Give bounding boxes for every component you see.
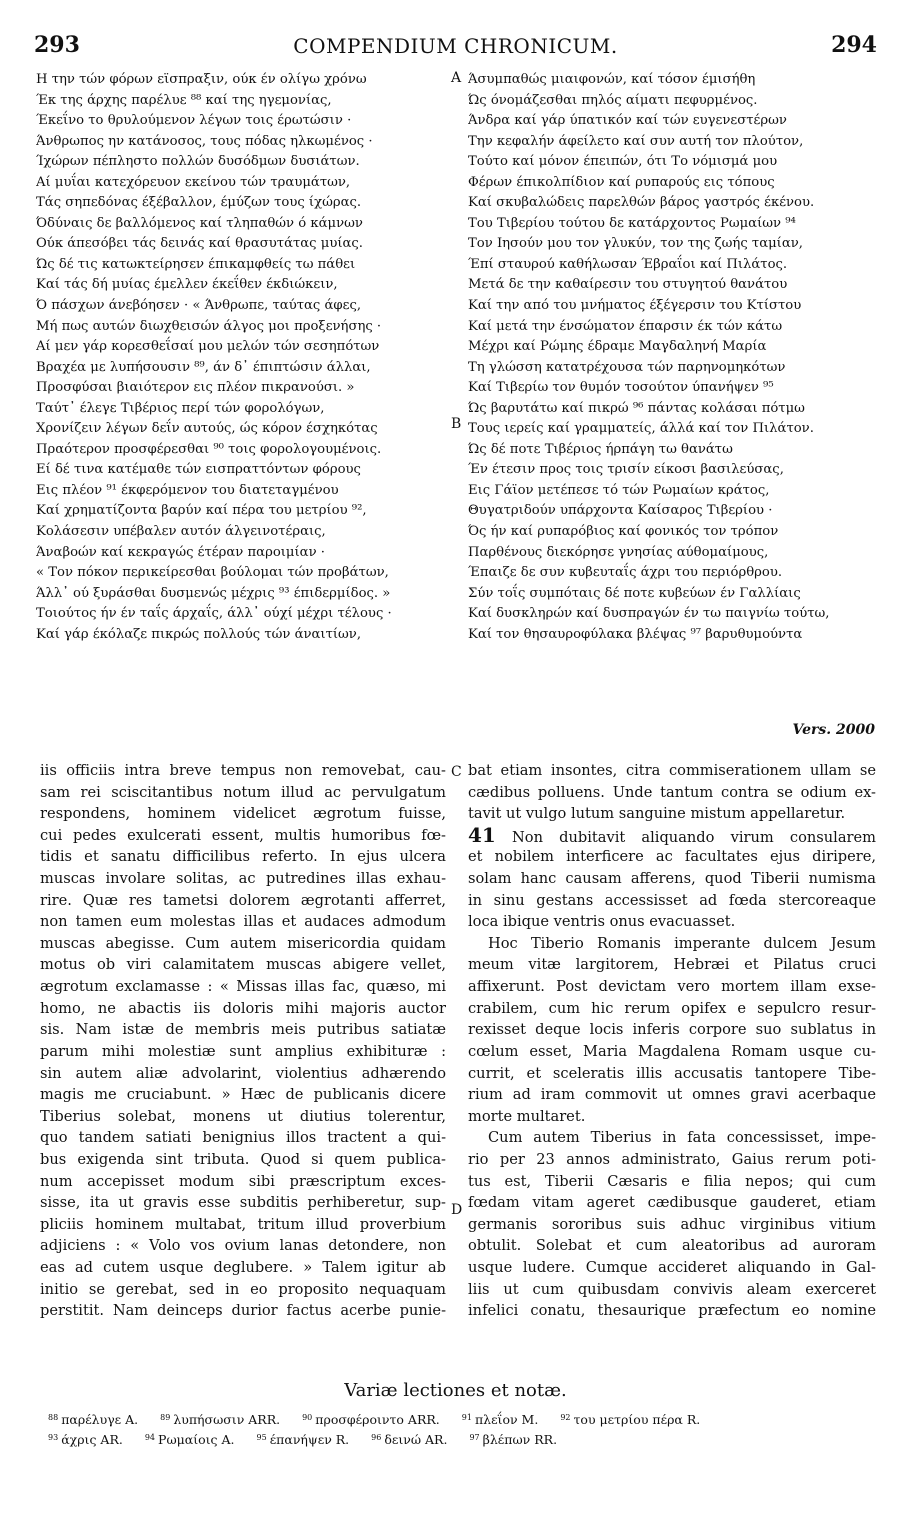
latin-prose-line: sis. Nam istæ de membris meis putribus satiatæ — [40, 1021, 446, 1039]
greek-verse-line: Μέχρι καί Ρώμης έδραμε Μαγδαληνή Μαρία — [468, 339, 767, 355]
greek-verse-right-column — [468, 70, 878, 645]
greek-verse-line: Τούτο καί μόνον έπειπών, ότι Το νόμισμά μου — [468, 154, 778, 170]
note-entry — [48, 1412, 138, 1427]
margin-marker-a: A — [451, 70, 462, 86]
latin-prose-line: bus exigenda sint tributa. Quod si quem publica- — [40, 1150, 446, 1168]
greek-verse-line: Ίχώρων πέπληστο πολλών δυσόδμων δυσιάτων. — [36, 154, 360, 170]
page-number-right: 294 — [831, 32, 877, 58]
margin-marker-b: B — [451, 416, 462, 432]
latin-prose-line: fœdam vitam ageret cædibusque gauderet, etiam — [468, 1194, 876, 1212]
note-text: άχρις AR. — [61, 1432, 123, 1447]
latin-prose-line: infelici conatu, thesaurique præfectum eo nomine — [468, 1302, 876, 1320]
greek-verse-line: Ώς όνομάζεσθαι πηλός αίματι πεφυρμένος. — [468, 92, 758, 108]
section-number: 41 — [468, 822, 496, 847]
greek-verse-line: Την κεφαλήν άφείλετο καί συν αυτή τον πλούτον, — [468, 133, 804, 149]
latin-prose-line: muscas abegisse. Cum autem misericordia quidam — [40, 934, 446, 952]
latin-prose-line: morte multaret. — [468, 1107, 586, 1125]
latin-prose-line: num accepisset modum sibi præscriptum exces- — [40, 1172, 446, 1190]
latin-prose-line: in sinu gestans accessisset ad fœda stercoreaque — [468, 891, 876, 909]
latin-prose-line: motus ob viri calamitatem muscas abigere vellet, — [40, 956, 446, 974]
note-text: βλέπων RR. — [482, 1432, 558, 1447]
latin-prose-line: rio per 23 annos administrato, Gaius rerum poti- — [468, 1150, 876, 1168]
latin-prose-line: loca ibique ventris onus evacuasset. — [468, 913, 736, 931]
note-number: 96 — [371, 1433, 382, 1442]
verse-count-label: Vers. 2000 — [792, 722, 875, 738]
note-text: προσφέροιντο ARR. — [315, 1412, 440, 1427]
greek-verse-line: Κολάσεσιν υπέβαλεν αυτόν άλγεινοτέραις, — [36, 524, 326, 540]
greek-verse-left-column — [36, 70, 448, 645]
latin-prose-line: rire. Quæ res tametsi dolorem ægrotanti afferret, — [40, 891, 446, 909]
text-line-content: Non dubitavit aliquando virum consularem — [495, 828, 876, 846]
latin-prose-line: Cum autem Tiberius in fata concessisset, impe- — [488, 1129, 876, 1147]
greek-verse-line: Καί την από του μνήματος έξέγερσιν του Κτίστου — [468, 298, 802, 314]
greek-verse-line: Άναβοών καί κεκραγώς έτέραν παροιμίαν · — [36, 544, 325, 560]
latin-prose-left-column — [40, 760, 446, 1322]
greek-verse-line: Εις Γάϊον μετέπεσε τό τών Ρωμαίων κράτος, — [468, 482, 770, 498]
greek-verse-line: Τάς σηπεδόνας έξέβαλλον, έμύζων τους ίχώρας. — [36, 195, 362, 211]
latin-prose-line: tavit ut vulgo lutum sanguine mistum appellaretur. — [468, 805, 846, 823]
latin-prose-right-column — [468, 760, 876, 1322]
latin-prose-line: obtulit. Solebat et cum aleatoribus ad auroram — [468, 1237, 876, 1255]
greek-verse-line: Του Τιβερίου τούτου δε κατάρχοντος Ρωμαίων ⁹⁴ — [468, 215, 796, 231]
notes-row-2 — [48, 1428, 875, 1450]
latin-prose-line: parum mihi molestiæ sunt amplius exhibituræ : — [40, 1042, 446, 1060]
greek-verse-line: Καί τάς δή μυίας έμελλεν έκεΐθεν έκδιώκειν, — [36, 277, 338, 293]
greek-verse-line: Τοιούτος ήν έν ταΐς άρχαΐς, άλλ᾽ ούχί μέχρι τέλους · — [36, 606, 392, 622]
margin-marker-c: C — [451, 764, 462, 780]
latin-prose-line: sin autem aliæ advolarint, violentius adhærendo — [40, 1064, 446, 1082]
note-number: 91 — [461, 1413, 472, 1422]
note-text: παρέλυγε A. — [61, 1412, 139, 1427]
greek-verse-line: Άσυμπαθώς μιαιφονών, καί τόσον έμισήθη — [468, 72, 756, 87]
latin-prose-line: currit, et sceleratis illis accusatis tantopere Tibe- — [468, 1064, 876, 1082]
note-number: 88 — [48, 1413, 59, 1422]
note-text: λυπήσωσιν ARR. — [173, 1412, 281, 1427]
latin-prose-line: meum vitæ largitorem, Hebræi et Pilatus cruci — [468, 956, 876, 974]
greek-verse-line: Όδύναις δε βαλλόμενος καί τληπαθών ό κάμνων — [36, 215, 363, 231]
greek-verse-line: Ταύτ᾽ έλεγε Τιβέριος περί τών φορολόγων, — [36, 400, 325, 416]
note-number: 95 — [256, 1433, 267, 1442]
note-entry — [48, 1432, 123, 1447]
notes-heading: Variæ lectiones et notæ. — [344, 1380, 567, 1401]
latin-prose-line: tidis et sanatu difficilibus referto. In ejus ulcera — [40, 848, 446, 866]
greek-verse-line: Μή πως αυτών διωχθεισών άλγος μοι προξενήσης · — [36, 318, 382, 334]
greek-verse-line: Τους ιερείς καί γραμματείς, άλλά καί τον Πιλάτον. — [468, 421, 814, 437]
latin-prose-line: pliciis hominem multabat, tritum illud proverbium — [40, 1215, 446, 1233]
greek-verse-line: Ό πάσχων άνεβόησεν · « Άνθρωπε, ταύτας άφες, — [36, 298, 362, 314]
greek-verse-line: Έπί σταυρού καθήλωσαν Έβραΐοι καί Πιλάτος. — [468, 256, 788, 272]
note-text: Ρωμαίοις A. — [158, 1432, 235, 1447]
greek-verse-line: Αί μυΐαι κατεχόρευον εκείνου τών τραυμάτων, — [36, 174, 351, 190]
latin-prose-line: solam hanc causam afferens, quod Tiberii numisma — [468, 870, 876, 888]
greek-verse-line: Βραχέα με λυπήσουσιν ⁸⁹, άν δ᾽ έπιπτώσιν άλλαι, — [36, 359, 371, 375]
greek-verse-line: Εί δέ τινα κατέμαθε τών εισπραττόντων φόρους — [36, 462, 361, 478]
page-number-left: 293 — [34, 32, 80, 58]
latin-prose-line: eas ad cutem usque deglubere. » Talem igitur ab — [40, 1259, 446, 1277]
greek-verse-line: Ός ήν καί ρυπαρόβιος καί φονικός τον τρόπον — [468, 524, 779, 540]
greek-verse-line: Έκεΐνο το θρυλούμενον λέγων τοις έρωτώσιν · — [36, 113, 352, 129]
note-number: 89 — [160, 1413, 171, 1422]
latin-prose-line: adjiciens : « Volo vos ovium lanas detondere, non — [40, 1237, 446, 1255]
greek-verse-line: Προσφύσαι βιαιότερον εις πλέον πικρανούσι. » — [36, 380, 355, 396]
greek-verse-line: Καί χρηματίζοντα βαρύν καί πέρα του μετρίου ⁹², — [36, 503, 367, 519]
note-number: 92 — [560, 1413, 571, 1422]
greek-verse-line: Παρθένους διεκόρησε γνησίας αύθομαίμους, — [468, 544, 769, 560]
latin-prose-line: sisse, ita ut gravis esse subditis perhiberetur, sup- — [40, 1194, 446, 1212]
note-entry — [257, 1432, 350, 1447]
greek-verse-line: Καί μετά την ένσώματον έπαρσιν έκ τών κάτω — [468, 318, 783, 334]
latin-prose-line: iis officiis intra breve tempus non removebat, cau- — [40, 762, 446, 779]
running-title: COMPENDIUM CHRONICUM. — [293, 34, 618, 58]
latin-prose-line: usque ludere. Cumque accideret aliquando in Gal- — [468, 1259, 876, 1277]
greek-verse-line: Τη γλώσση κατατρέχουσα τών παρηνομηκότων — [468, 359, 786, 375]
greek-verse-line: Ώς βαρυτάτω καί πικρώ ⁹⁶ πάντας κολάσαι πότμω — [468, 400, 805, 416]
greek-verse-line: Τον Ιησούν μου τον γλυκύν, τον της ζωής ταμίαν, — [468, 236, 803, 252]
greek-verse-line: Χρονίζειν λέγων δεΐν αυτούς, ώς κόρον έσχηκότας — [36, 421, 378, 437]
latin-prose-line: cœlum esset, Maria Magdalena Romam usque cu- — [468, 1042, 876, 1060]
note-text: έπανήψεν R. — [269, 1432, 350, 1447]
greek-verse-line: Πραότερον προσφέρεσθαι ⁹⁰ τοις φορολογουμένοις. — [36, 441, 382, 457]
latin-prose-line: respondens, hominem videlicet ægrotum fuisse, — [40, 805, 446, 823]
latin-prose-line — [468, 822, 876, 847]
note-number: 94 — [144, 1433, 156, 1442]
latin-prose-line: sam rei sciscitantibus notum illud ac pervulgatum — [40, 783, 446, 801]
note-entry — [560, 1412, 700, 1427]
margin-marker-d: D — [451, 1202, 463, 1218]
latin-prose-line: non tamen eum molestas illas et audaces admodum — [40, 913, 446, 931]
latin-prose-line: cui pedes exulcerati essent, multis humoribus fœ- — [40, 826, 446, 844]
latin-prose-line: quo tandem satiati benignius illos tractent a qui- — [40, 1129, 446, 1147]
greek-verse-line: Καί γάρ έκόλαζε πικρώς πολλούς τών άναιτίων, — [36, 626, 362, 642]
page-header — [34, 32, 877, 58]
greek-verse-line: Άνθρωπος ην κατάνοσος, τους πόδας ηλκωμένος · — [36, 133, 373, 149]
latin-prose-line: germanis sororibus suis adhuc virginibus vitium — [468, 1215, 876, 1233]
greek-verse-line: Έκ της άρχης παρέλυε ⁸⁸ καί της ηγεμονίας, — [36, 92, 332, 108]
note-entry — [145, 1432, 235, 1447]
latin-prose-line: Tiberius solebat, monens ut diutius tolerentur, — [40, 1107, 446, 1125]
greek-verse-line: Η την τών φόρων εϊσπραξιν, ούκ έν ολίγω χρόνω — [36, 72, 367, 87]
greek-verse-line: Καί σκυβαλώδεις παρελθών βάρος γαστρός έκένου. — [468, 195, 815, 211]
latin-prose-line: liis ut cum quibusdam convivis aleam exerceret — [468, 1280, 876, 1298]
greek-verse-line: Έπαιζε δε συν κυβευταΐς άχρι του περιόρθρου. — [468, 565, 783, 581]
notes-row-1 — [48, 1408, 875, 1430]
note-entry — [462, 1412, 539, 1427]
note-text: δεινώ AR. — [384, 1432, 448, 1447]
note-entry — [469, 1432, 557, 1447]
note-number: 93 — [48, 1433, 59, 1442]
latin-prose-line: rium ad iram commovit ut omnes gravi acerbaque — [468, 1086, 876, 1104]
latin-prose-line: magis me cruciabunt. » Hæc de publicanis dicere — [40, 1086, 446, 1104]
greek-verse-line: Έν έτεσιν προς τοις τρισίν είκοσι βασιλεύσας, — [468, 462, 784, 478]
greek-verse-line: Άλλ᾽ ού ξυράσθαι δυσμενώς μέχρις ⁹³ έπιδερμίδος. » — [36, 585, 391, 601]
latin-prose-line: perstitit. Nam deinceps durior factus acerbe punie- — [40, 1302, 446, 1320]
greek-verse-line: Εις πλέον ⁹¹ έκφερόμενον του διατεταγμένου — [36, 482, 339, 498]
latin-prose-line: muscas involare solitas, ac putredines illas exhau- — [40, 870, 446, 888]
greek-verse-line: Θυγατριδούν υπάρχοντα Καίσαρος Τιβερίου · — [468, 503, 773, 519]
greek-verse-line: Σύν τοΐς συμπόταις δέ ποτε κυβεύων έν Γαλλίαις — [468, 585, 801, 601]
greek-verse-line: Καί δυσκληρών καί δυσπραγών έν τω παιγνίω τούτω, — [468, 606, 830, 622]
note-entry — [371, 1432, 447, 1447]
latin-prose-line: Hoc Tiberio Romanis imperante dulcem Jesum — [488, 934, 876, 952]
note-number: 90 — [302, 1413, 313, 1422]
latin-prose-line: initio se gerebat, sed in eo proposito nequaquam — [40, 1280, 446, 1298]
note-entry — [302, 1412, 440, 1427]
latin-prose-line: ægrotum exclamasse : « Missas illas fac, quæso, mi — [40, 978, 446, 996]
latin-prose-line: affixerunt. Post devictam vero mortem illam exse- — [468, 978, 876, 996]
note-text: του μετρίου πέρα R. — [573, 1412, 701, 1427]
greek-verse-line: Μετά δε την καθαίρεσιν του στυγητού θανάτου — [468, 277, 788, 293]
note-entry — [160, 1412, 280, 1427]
latin-prose-line: rexisset deque locis inferis corpore suo sublatus in — [468, 1021, 876, 1039]
latin-prose-line: tus est, Tiberii Cæsaris e filia nepos; qui cum — [468, 1172, 876, 1190]
greek-verse-line: Ώς δέ τις κατωκτείρησεν έπικαμφθείς τω πάθει — [36, 256, 356, 272]
greek-verse-line: « Τον πόκον περικείρεσθαι βούλομαι τών προβάτων, — [36, 565, 389, 581]
note-number: 97 — [469, 1433, 480, 1442]
latin-prose-line: crabilem, cum hic rerum opifex e sepulcro resur- — [468, 999, 876, 1017]
latin-prose-line: et nobilem interficere ac facultates ejus diripere, — [468, 848, 876, 866]
latin-prose-line: cædibus polluens. Unde tantum contra se odium ex- — [468, 783, 876, 801]
greek-verse-line: Καί Τιβερίω τον θυμόν τοσούτον ύπανήψεν ⁹⁵ — [468, 380, 774, 396]
latin-prose-line: bat etiam insontes, citra commiserationem ullam se — [468, 762, 876, 779]
note-text: πλεΐον M. — [474, 1412, 539, 1427]
greek-verse-line: Άνδρα καί γάρ ύπατικόν καί τών ευγενεστέρων — [468, 113, 787, 129]
greek-verse-line: Ώς δέ ποτε Τιβέριος ήρπάγη τω θανάτω — [468, 441, 733, 457]
greek-verse-line: Αί μεν γάρ κορεσθεΐσαί μου μελών τών σεσηπότων — [36, 339, 380, 355]
latin-prose-line: homo, ne abactis iis doloris mihi majoris auctor — [40, 999, 446, 1017]
greek-verse-line: Ούκ άπεσόβει τάς δεινάς καί θρασυτάτας μυίας. — [36, 236, 363, 252]
greek-verse-line: Καί τον θησαυροφύλακα βλέψας ⁹⁷ βαρυθυμούντα — [468, 626, 803, 642]
greek-verse-line: Φέρων έπικολπίδιον καί ρυπαρούς εις τόπους — [468, 174, 775, 190]
